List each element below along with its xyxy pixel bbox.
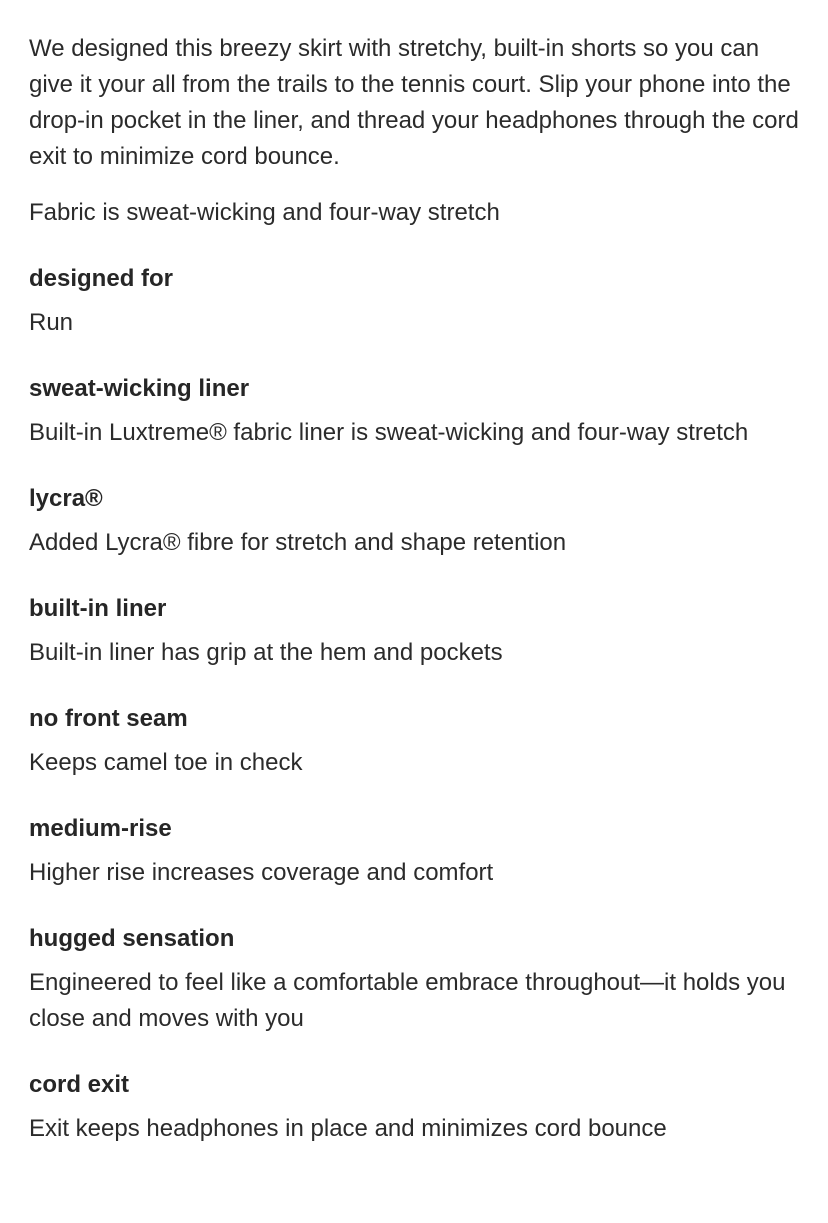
feature-title: no front seam xyxy=(29,705,188,732)
fabric-note: Fabric is sweat-wicking and four-way stretch xyxy=(29,199,500,226)
feature-cord-exit xyxy=(29,1067,799,1147)
feature-sweat-wicking-liner xyxy=(29,371,799,451)
feature-description: Added Lycra® fibre for stretch and shape retention xyxy=(29,529,567,556)
feature-title: medium-rise xyxy=(29,815,172,842)
feature-title: cord exit xyxy=(29,1071,130,1098)
feature-lycra xyxy=(29,481,799,561)
intro-paragraph: We designed this breezy skirt with stretchy, built-in shorts so you can give it your all from the trails to the tennis court. Slip your phone into the drop-in pocket in the liner, and thread your headphones through the cord exit to minimize cord bounce. xyxy=(29,35,799,170)
feature-description: Higher rise increases coverage and comfort xyxy=(29,859,494,886)
feature-title: sweat-wicking liner xyxy=(29,375,250,402)
feature-description: Built-in Luxtreme® fabric liner is sweat-wicking and four-way stretch xyxy=(29,419,749,446)
feature-title: lycra® xyxy=(29,485,103,512)
feature-built-in-liner xyxy=(29,591,799,671)
feature-title: designed for xyxy=(29,265,174,292)
feature-medium-rise xyxy=(29,811,799,891)
feature-no-front-seam xyxy=(29,701,799,781)
feature-description: Run xyxy=(29,309,74,336)
feature-title: hugged sensation xyxy=(29,925,235,952)
feature-title: built-in liner xyxy=(29,595,167,622)
feature-description: Built-in liner has grip at the hem and pockets xyxy=(29,639,503,666)
feature-description: Keeps camel toe in check xyxy=(29,749,303,776)
feature-hugged-sensation xyxy=(29,921,799,1037)
feature-description: Exit keeps headphones in place and minimizes cord bounce xyxy=(29,1115,667,1142)
feature-description: Engineered to feel like a comfortable embrace throughout—it holds you close and moves with you xyxy=(29,969,786,1032)
feature-designed-for xyxy=(29,261,799,341)
